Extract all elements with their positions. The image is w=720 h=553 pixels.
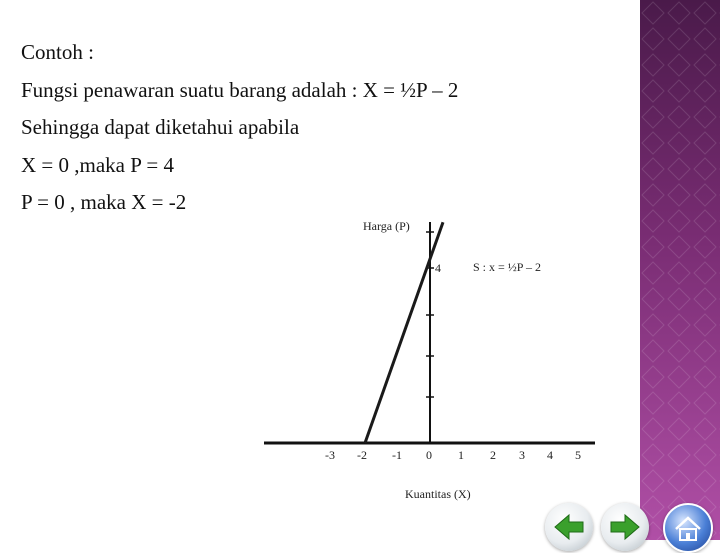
supply-line: [365, 222, 443, 443]
x-tick-label: -2: [357, 448, 367, 462]
x-tick-label: 5: [575, 448, 581, 462]
case-x-zero-line: X = 0 ,maka P = 4: [21, 152, 174, 177]
x-axis-label: Kuantitas (X): [405, 487, 471, 501]
intro-line: Sehingga dapat diketahui apabila: [21, 115, 300, 139]
arrow-right-icon: [601, 503, 649, 551]
x-tick-label: -3: [325, 448, 335, 462]
decorative-side-panel: [640, 0, 720, 540]
y-axis-label: Harga (P): [363, 219, 410, 233]
home-icon: [665, 505, 711, 551]
y-tick-label-4: 4: [435, 261, 441, 275]
slide-body: [21, 34, 458, 222]
x-tick-label: 2: [490, 448, 496, 462]
diamond-pattern: [640, 0, 720, 540]
x-tick-labels: [325, 448, 581, 462]
x-tick-label: 1: [458, 448, 464, 462]
home-button[interactable]: [663, 503, 713, 553]
x-tick-label: 0: [426, 448, 432, 462]
arrow-left-icon: [545, 503, 593, 551]
supply-chart: [260, 200, 600, 505]
next-slide-button[interactable]: [601, 503, 649, 551]
x-tick-label: 4: [547, 448, 553, 462]
x-tick-label: 3: [519, 448, 525, 462]
supply-annotation: S : x = ½P – 2: [473, 260, 542, 274]
x-tick-label: -1: [392, 448, 402, 462]
case-p-zero-line: P = 0 , maka X = -2: [21, 190, 187, 214]
example-heading: Contoh :: [21, 40, 94, 64]
previous-slide-button[interactable]: [545, 503, 593, 551]
supply-function-line: Fungsi penawaran suatu barang adalah : X = ½P – 2: [21, 77, 459, 102]
